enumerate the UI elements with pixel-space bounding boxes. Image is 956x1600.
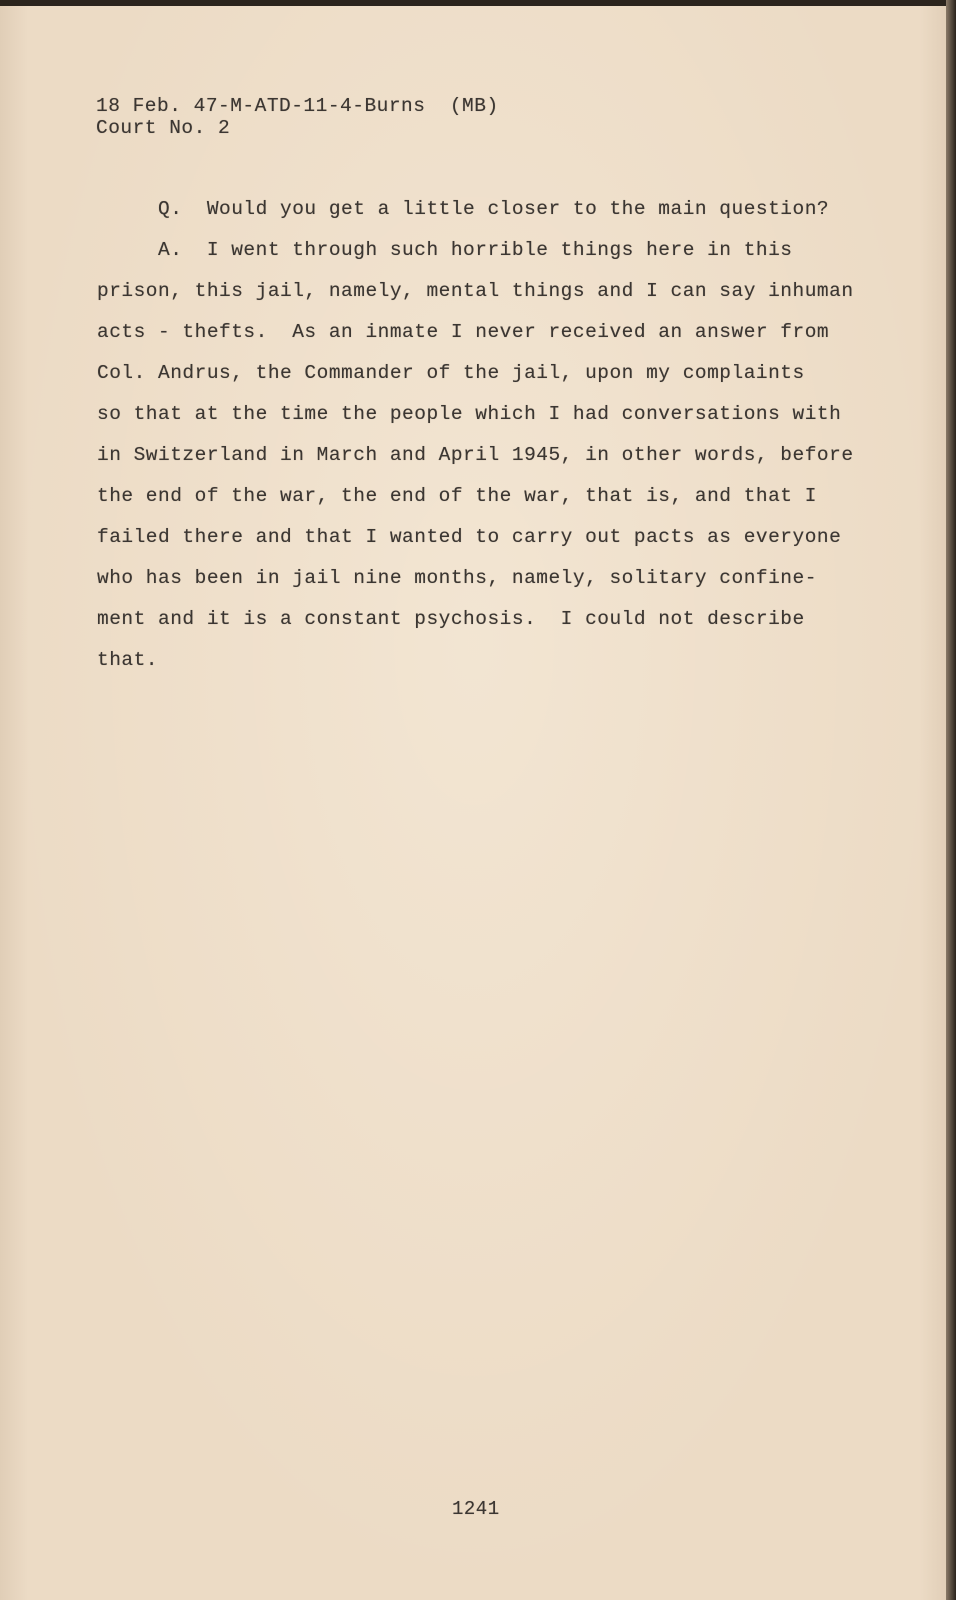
testimony-line: A. I went through such horrible things here in this xyxy=(97,239,793,261)
testimony-line: in Switzerland in March and April 1945, in other words, before xyxy=(97,444,854,466)
testimony-line: prison, this jail, namely, mental things and I can say inhuman xyxy=(97,280,854,302)
testimony-line: acts - thefts. As an inmate I never received an answer from xyxy=(97,321,830,343)
testimony-line: ment and it is a constant psychosis. I could not describe xyxy=(97,608,805,630)
header-case-reference: 18 Feb. 47-M-ATD-11-4-Burns (MB) xyxy=(96,95,499,117)
testimony-line: Q. Would you get a little closer to the main question? xyxy=(97,198,830,220)
testimony-line: the end of the war, the end of the war, that is, and that I xyxy=(97,485,817,507)
page-number: 1241 xyxy=(452,1498,500,1520)
header-court-number: Court No. 2 xyxy=(96,117,231,139)
testimony-line: Col. Andrus, the Commander of the jail, upon my complaints xyxy=(97,362,805,384)
testimony-line: so that at the time the people which I had conversations with xyxy=(97,403,842,425)
scan-right-border xyxy=(946,0,956,1600)
typed-page xyxy=(0,6,948,1600)
testimony-line: failed there and that I wanted to carry out pacts as everyone xyxy=(97,526,842,548)
testimony-line: that. xyxy=(97,649,159,671)
testimony-line: who has been in jail nine months, namely, solitary confine- xyxy=(97,567,817,589)
